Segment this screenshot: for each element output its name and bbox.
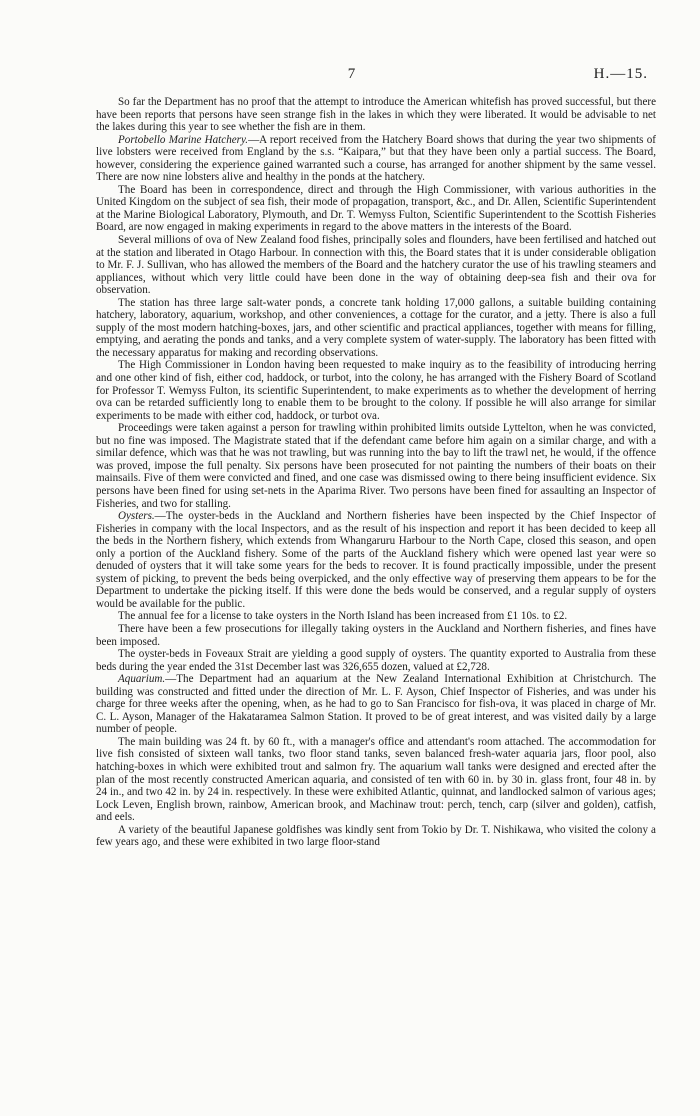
paragraph-text: —The Department had an aquarium at the New Zealand International Exhibition at Christchurch. The building was constructed and fitted under the direction of Mr. L. F. Ayson, Chief Inspector of Fisheries, and was under his charge for three weeks after the opening, when, as he had to go to San Francisco for fish-ova, it was placed in charge of Mr. C. L. Ayson, Manager of the Hakataramea Salmon Station. It proved to be of great interest, and was visited daily by a large number of people. [96,673,656,736]
body-paragraph [96,736,656,824]
paragraph-text: The High Commissioner in London having been requested to make inquiry as to the feasibility of introducing herring and one other kind of fish, either cod, haddock, or turbot, into the colony, he has arranged with the Fishery Board of Scotland for Professor T. Wemyss Fulton, its scientific Superintendent, to make experiments as to whether the development of herring ova can be retarded sufficiently long to enable them to be brought to the colony. If possible he will also arrange for similar experiments to be made with either cod, haddock, or turbot ova. [96,359,656,422]
body-paragraph [96,824,656,849]
body-paragraph [96,359,656,422]
body-paragraph [96,648,656,673]
body-paragraph [96,297,656,360]
section-heading: Oysters. [118,510,155,523]
document-reference: H.—15. [593,66,648,82]
body-paragraph [96,623,656,648]
document-body [96,96,656,849]
body-paragraph [96,610,656,623]
body-paragraph [96,234,656,297]
body-paragraph [96,96,656,134]
body-paragraph [96,510,656,610]
paragraph-text: The station has three large salt-water ponds, a concrete tank holding 17,000 gallons, a suitable building containing hatchery, laboratory, aquarium, workshop, and other conveniences, a cottage for the curator, and a jetty. There is also a full supply of the most modern hatching-boxes, jars, and other scientific and practical appliances, together with means for filling, emptying, and aerating the ponds and tanks, and a very complete system of water-supply. The laboratory has been fitted with the necessary apparatus for making and recording observations. [96,296,656,359]
paragraph-text: Several millions of ova of New Zealand food fishes, principally soles and flounders, have been fertilised and hatched out at the station and liberated in Otago Harbour. In connection with this, the Board states that it is under considerable obligation to Mr. F. J. Sullivan, who has allowed the members of the Board and the hatchery curator the use of his trawling steamers and appliances, without which very little could have been done in the way of obtaining deep-sea fish and their ova for observation. [96,234,656,297]
paragraph-text: Proceedings were taken against a person for trawling within prohibited limits outside Lyttelton, when he was convicted, but no fine was imposed. The Magistrate stated that if the defendant came before him again on a similar charge, and with a similar defence, which was that he was not trawling, but was running into the bay to lift the trawl net, he would, if the offence was proved, impose the full penalty. Six persons have been prosecuted for not painting the numbers of their boats on their mainsails. Five of them were convicted and fined, and one case was dismissed owing to there being insufficient evidence. Six persons have been fined for using set-nets in the Aparima River. Two persons have been fined for assaulting an Inspector of Fisheries, and two for stalling. [96,422,656,510]
paragraph-text: The Board has been in correspondence, direct and through the High Commissioner, with various authorities in the United Kingdom on the subject of sea fish, their mode of propagation, transport, &c., and Dr. Allen, Scientific Superintendent at the Marine Biological Laboratory, Plymouth, and Dr. T. Wemyss Fulton, Scientific Superintendent to the Scottish Fisheries Board, are now engaged in making experiments in regard to the above matters in the interests of the Board. [96,183,656,234]
paragraph-text: A variety of the beautiful Japanese goldfishes was kindly sent from Tokio by Dr. T. Nishikawa, who visited the colony a few years ago, and these were exhibited in two large floor-stand [96,823,656,849]
page-number: 7 [347,66,357,82]
paragraph-text: The oyster-beds in Foveaux Strait are yielding a good supply of oysters. The quantity exported to Australia from these beds during the year ended the 31st December last was 326,655 dozen, valued at £2,728. [96,648,656,673]
paragraph-text: So far the Department has no proof that the attempt to introduce the American whitefish has proved successful, but there have been reports that persons have seen strange fish in the lakes in which they were liberated. It would be advisable to net the lakes during this year to see whether the fish are in them. [96,96,656,134]
paragraph-text: The main building was 24 ft. by 60 ft., with a manager's office and attendant's room attached. The accommodation for live fish consisted of sixteen wall tanks, two floor stand tanks, seven balanced fresh-water aquaria jars, floor pool, also hatching-boxes in which were exhibited trout and salmon fry. The aquarium wall tanks were designed and erected after the plan of the most recently constructed American aquaria, and consisted of ten with 60 in. by 30 in. glass front, four 48 in. by 24 in., and two 42 in. by 24 in. respectively. In these were exhibited Atlantic, quinnat, and landlocked salmon of various ages; Lock Leven, English brown, rainbow, American brook, and Machinaw trout: perch, tench, carp (silver and golden), catfish, and eels. [96,735,656,824]
paragraph-text: —A report received from the Hatchery Board shows that during the year two shipments of live lobsters were received from England by the s.s. “Kaipara,” but that they have been only a partial success. The Board, however, considering the experience gained warranted such a course, has arranged for another shipment by the same vessel. There are now nine lobsters alive and healthy in the ponds at the hatchery. [96,133,656,184]
section-heading: Portobello Marine Hatchery. [118,133,249,146]
body-paragraph [96,184,656,234]
body-paragraph [96,673,656,736]
body-paragraph [96,422,656,510]
paragraph-text: There have been a few prosecutions for illegally taking oysters in the Auckland and Northern fisheries, and fines have been imposed. [96,622,656,648]
paragraph-text: The annual fee for a license to take oysters in the North Island has been increased from £1 10s. to £2. [118,610,568,623]
body-paragraph [96,134,656,184]
paragraph-text: —The oyster-beds in the Auckland and Northern fisheries have been inspected by the Chief Inspector of Fisheries in company with the local Inspectors, and as the result of his inspection and report it has been decided to keep all the beds in the Northern fishery, which extends from Whangaruru Harbour to the North Cape, closed this season, and open only a portion of the Auckland fishery. Some of the parts of the Auckland fishery which were opened last year were so denuded of oysters that it will take some years for the beds to recover. It is found practically impossible, under the present system of picking, to prevent the beds being overpicked, and the only effective way of preserving them appears to be for the Department to undertake the picking itself. If this were done the beds would be conserved, and a regular supply of oysters would be available for the public. [96,510,656,610]
section-heading: Aquarium. [118,673,166,686]
